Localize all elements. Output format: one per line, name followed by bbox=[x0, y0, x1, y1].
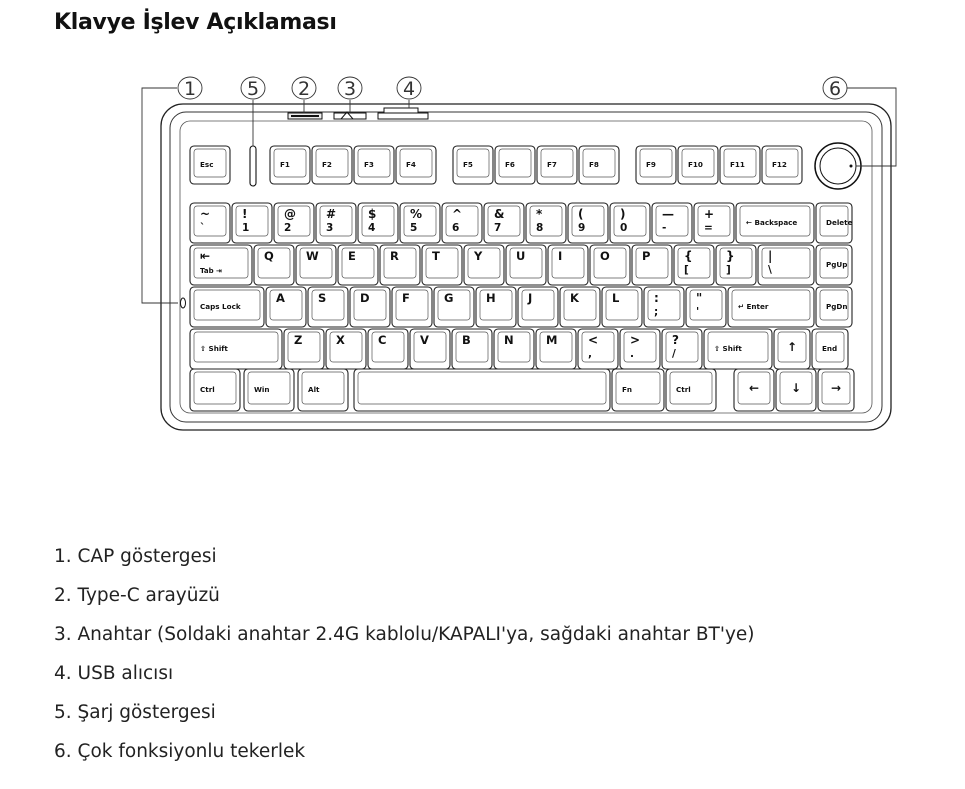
key bbox=[662, 329, 702, 369]
key-label: & bbox=[494, 207, 505, 221]
key-label: ? bbox=[672, 333, 679, 347]
key-label: ⇧ Shift bbox=[200, 344, 228, 353]
legend-item: 2. Type-C arayüzü bbox=[54, 585, 220, 606]
key bbox=[674, 245, 714, 285]
key-label-secondary: \ bbox=[768, 264, 772, 276]
key-label-secondary: - bbox=[662, 222, 667, 234]
key-label: Z bbox=[294, 333, 303, 347]
key-label: U bbox=[516, 249, 526, 263]
key bbox=[812, 329, 848, 369]
key bbox=[358, 203, 398, 243]
key bbox=[284, 329, 324, 369]
key bbox=[716, 245, 756, 285]
key bbox=[296, 245, 336, 285]
key-label: End bbox=[822, 344, 838, 353]
key-label: Ctrl bbox=[200, 385, 215, 394]
key-label: F1 bbox=[280, 160, 290, 169]
key bbox=[254, 245, 294, 285]
key bbox=[190, 146, 230, 184]
key-label-secondary: 8 bbox=[536, 222, 544, 234]
key-label: PgDn bbox=[826, 302, 848, 311]
page-title: Klavye İşlev Açıklaması bbox=[54, 10, 337, 35]
key bbox=[632, 245, 672, 285]
key-label: I bbox=[558, 249, 563, 263]
key-label-secondary: ` bbox=[200, 222, 206, 234]
legend-item: 1. CAP göstergesi bbox=[54, 546, 217, 567]
key bbox=[560, 287, 600, 327]
key-label: F3 bbox=[364, 160, 374, 169]
key-label-secondary: 7 bbox=[494, 222, 502, 234]
key bbox=[422, 245, 462, 285]
key bbox=[578, 329, 618, 369]
key bbox=[537, 146, 577, 184]
key-label: ↵ Enter bbox=[738, 302, 769, 311]
key bbox=[392, 287, 432, 327]
key-label-secondary: 4 bbox=[368, 222, 376, 234]
key-label: ↑ bbox=[786, 340, 798, 354]
key bbox=[350, 287, 390, 327]
key-label-secondary: 9 bbox=[578, 222, 586, 234]
key-label-secondary: = bbox=[704, 222, 713, 234]
key-label-secondary: [ bbox=[684, 264, 689, 276]
key bbox=[652, 203, 692, 243]
key-label: F7 bbox=[547, 160, 557, 169]
key bbox=[495, 146, 535, 184]
key-label: < bbox=[588, 333, 599, 347]
key-label: A bbox=[276, 291, 285, 305]
key-label: F12 bbox=[772, 160, 787, 169]
charge-indicator bbox=[250, 146, 256, 186]
callout-number: 5 bbox=[246, 78, 260, 100]
key bbox=[610, 203, 650, 243]
key bbox=[270, 146, 310, 184]
key bbox=[736, 203, 814, 243]
key bbox=[266, 287, 306, 327]
key-label: * bbox=[536, 207, 543, 221]
key bbox=[338, 245, 378, 285]
key bbox=[612, 369, 664, 411]
key-label: $ bbox=[368, 207, 377, 221]
key bbox=[758, 245, 814, 285]
key-label-secondary: 3 bbox=[326, 222, 334, 234]
key-label: ← Backspace bbox=[746, 218, 798, 227]
key-label: F8 bbox=[589, 160, 599, 169]
key-label: ← bbox=[748, 381, 760, 395]
key bbox=[518, 287, 558, 327]
key-label: R bbox=[390, 249, 399, 263]
key-label: T bbox=[432, 249, 440, 263]
key-label: : bbox=[654, 291, 659, 305]
key-label: H bbox=[486, 291, 496, 305]
key bbox=[526, 203, 566, 243]
key-label: ⇧ Shift bbox=[714, 344, 742, 353]
key-label-secondary: 5 bbox=[410, 222, 418, 234]
key-label: ↓ bbox=[790, 381, 802, 395]
key bbox=[298, 369, 348, 411]
key-label: → bbox=[830, 381, 842, 395]
callout-number: 6 bbox=[828, 78, 842, 100]
key-label: } bbox=[726, 249, 735, 263]
key-label: X bbox=[336, 333, 345, 347]
key bbox=[190, 329, 282, 369]
key bbox=[312, 146, 352, 184]
key-label: > bbox=[630, 333, 641, 347]
key-label: F4 bbox=[406, 160, 416, 169]
key bbox=[453, 146, 493, 184]
key-label: " bbox=[696, 291, 703, 305]
key bbox=[762, 146, 802, 184]
key-label: Win bbox=[254, 385, 270, 394]
key bbox=[506, 245, 546, 285]
key bbox=[590, 245, 630, 285]
callout-number: 4 bbox=[402, 78, 416, 100]
key bbox=[728, 287, 814, 327]
key bbox=[326, 329, 366, 369]
key bbox=[464, 245, 504, 285]
key-label: F2 bbox=[322, 160, 332, 169]
key-label: F9 bbox=[646, 160, 656, 169]
key bbox=[686, 287, 726, 327]
callout-number: 3 bbox=[343, 78, 357, 100]
key-label: D bbox=[360, 291, 370, 305]
key-label-secondary: ; bbox=[654, 306, 659, 318]
key bbox=[190, 369, 240, 411]
key-label: ⇤ bbox=[200, 249, 211, 263]
key bbox=[602, 287, 642, 327]
key-label: S bbox=[318, 291, 327, 305]
callout-number: 2 bbox=[297, 78, 311, 100]
key bbox=[536, 329, 576, 369]
key bbox=[244, 369, 294, 411]
key bbox=[190, 287, 264, 327]
key-label: N bbox=[504, 333, 514, 347]
key-label: E bbox=[348, 249, 356, 263]
key bbox=[818, 369, 854, 411]
key bbox=[579, 146, 619, 184]
legend-item: 3. Anahtar (Soldaki anahtar 2.4G kablolu/KAPALI'ya, sağdaki anahtar BT'ye) bbox=[54, 624, 755, 645]
key-label-secondary: Tab ⇥ bbox=[200, 267, 222, 275]
key-label: % bbox=[410, 207, 423, 221]
key-label-secondary: 6 bbox=[452, 222, 460, 234]
key-label-secondary: ' bbox=[696, 306, 700, 318]
key-label: C bbox=[378, 333, 387, 347]
key-label: V bbox=[420, 333, 429, 347]
key-label-secondary: / bbox=[672, 348, 676, 360]
key bbox=[568, 203, 608, 243]
key bbox=[316, 203, 356, 243]
cap-indicator bbox=[181, 298, 186, 308]
key-label: O bbox=[600, 249, 610, 263]
key bbox=[274, 203, 314, 243]
key-label: F10 bbox=[688, 160, 703, 169]
key-label: ~ bbox=[200, 207, 211, 221]
key bbox=[776, 369, 816, 411]
key bbox=[410, 329, 450, 369]
key-label: P bbox=[642, 249, 651, 263]
key-label: Esc bbox=[200, 160, 214, 169]
key bbox=[380, 245, 420, 285]
key bbox=[190, 245, 252, 285]
key-label: { bbox=[684, 249, 693, 263]
key bbox=[720, 146, 760, 184]
key bbox=[190, 203, 230, 243]
key-label-secondary: 2 bbox=[284, 222, 292, 234]
key bbox=[704, 329, 772, 369]
key-label: Delete bbox=[826, 218, 853, 227]
key-label: F5 bbox=[463, 160, 473, 169]
key-label: # bbox=[326, 207, 337, 221]
key-label: Caps Lock bbox=[200, 302, 241, 311]
key bbox=[816, 203, 853, 243]
key-label: ) bbox=[620, 207, 626, 221]
key-label: L bbox=[612, 291, 620, 305]
key bbox=[434, 287, 474, 327]
legend-item: 5. Şarj göstergesi bbox=[54, 702, 216, 723]
key-label: | bbox=[768, 249, 773, 263]
key-label: G bbox=[444, 291, 454, 305]
key bbox=[774, 329, 810, 369]
key bbox=[666, 369, 716, 411]
key bbox=[678, 146, 718, 184]
key-label-secondary: . bbox=[630, 348, 634, 360]
key bbox=[476, 287, 516, 327]
key-label-secondary: ] bbox=[726, 264, 731, 276]
key-label-secondary: 0 bbox=[620, 222, 628, 234]
key bbox=[816, 245, 852, 285]
key bbox=[734, 369, 774, 411]
key bbox=[354, 369, 610, 411]
key bbox=[232, 203, 272, 243]
usb-receiver-slot bbox=[378, 113, 428, 119]
key bbox=[368, 329, 408, 369]
key-label: W bbox=[306, 249, 319, 263]
key-label: K bbox=[570, 291, 579, 305]
key-label: M bbox=[546, 333, 558, 347]
key bbox=[400, 203, 440, 243]
key bbox=[644, 287, 684, 327]
key-label: Fn bbox=[622, 385, 633, 394]
key-label: Ctrl bbox=[676, 385, 691, 394]
key bbox=[452, 329, 492, 369]
key bbox=[354, 146, 394, 184]
key-label: F11 bbox=[730, 160, 745, 169]
key bbox=[816, 287, 852, 327]
key-label: — bbox=[662, 207, 674, 221]
key bbox=[484, 203, 524, 243]
key bbox=[442, 203, 482, 243]
key bbox=[548, 245, 588, 285]
key bbox=[694, 203, 734, 243]
legend-item: 6. Çok fonksiyonlu tekerlek bbox=[54, 741, 306, 762]
key-label: ( bbox=[578, 207, 584, 221]
key bbox=[396, 146, 436, 184]
key bbox=[308, 287, 348, 327]
key-label: B bbox=[462, 333, 471, 347]
legend-item: 4. USB alıcısı bbox=[54, 663, 174, 684]
key-label: ! bbox=[242, 207, 248, 221]
key bbox=[636, 146, 676, 184]
callout-number: 1 bbox=[183, 78, 197, 100]
key bbox=[620, 329, 660, 369]
key-label: F bbox=[402, 291, 410, 305]
key-label: @ bbox=[284, 207, 296, 221]
key-label-secondary: 1 bbox=[242, 222, 250, 234]
legend-list bbox=[54, 546, 755, 780]
key-label: ^ bbox=[452, 207, 463, 221]
key-label: Q bbox=[264, 249, 274, 263]
key-label: J bbox=[528, 291, 533, 305]
key-label: + bbox=[704, 207, 715, 221]
key-label: Alt bbox=[308, 385, 320, 394]
key-label: PgUp bbox=[826, 260, 848, 269]
key-label-secondary: , bbox=[588, 348, 592, 360]
key-label: Y bbox=[474, 249, 483, 263]
key bbox=[494, 329, 534, 369]
key-label: F6 bbox=[505, 160, 515, 169]
